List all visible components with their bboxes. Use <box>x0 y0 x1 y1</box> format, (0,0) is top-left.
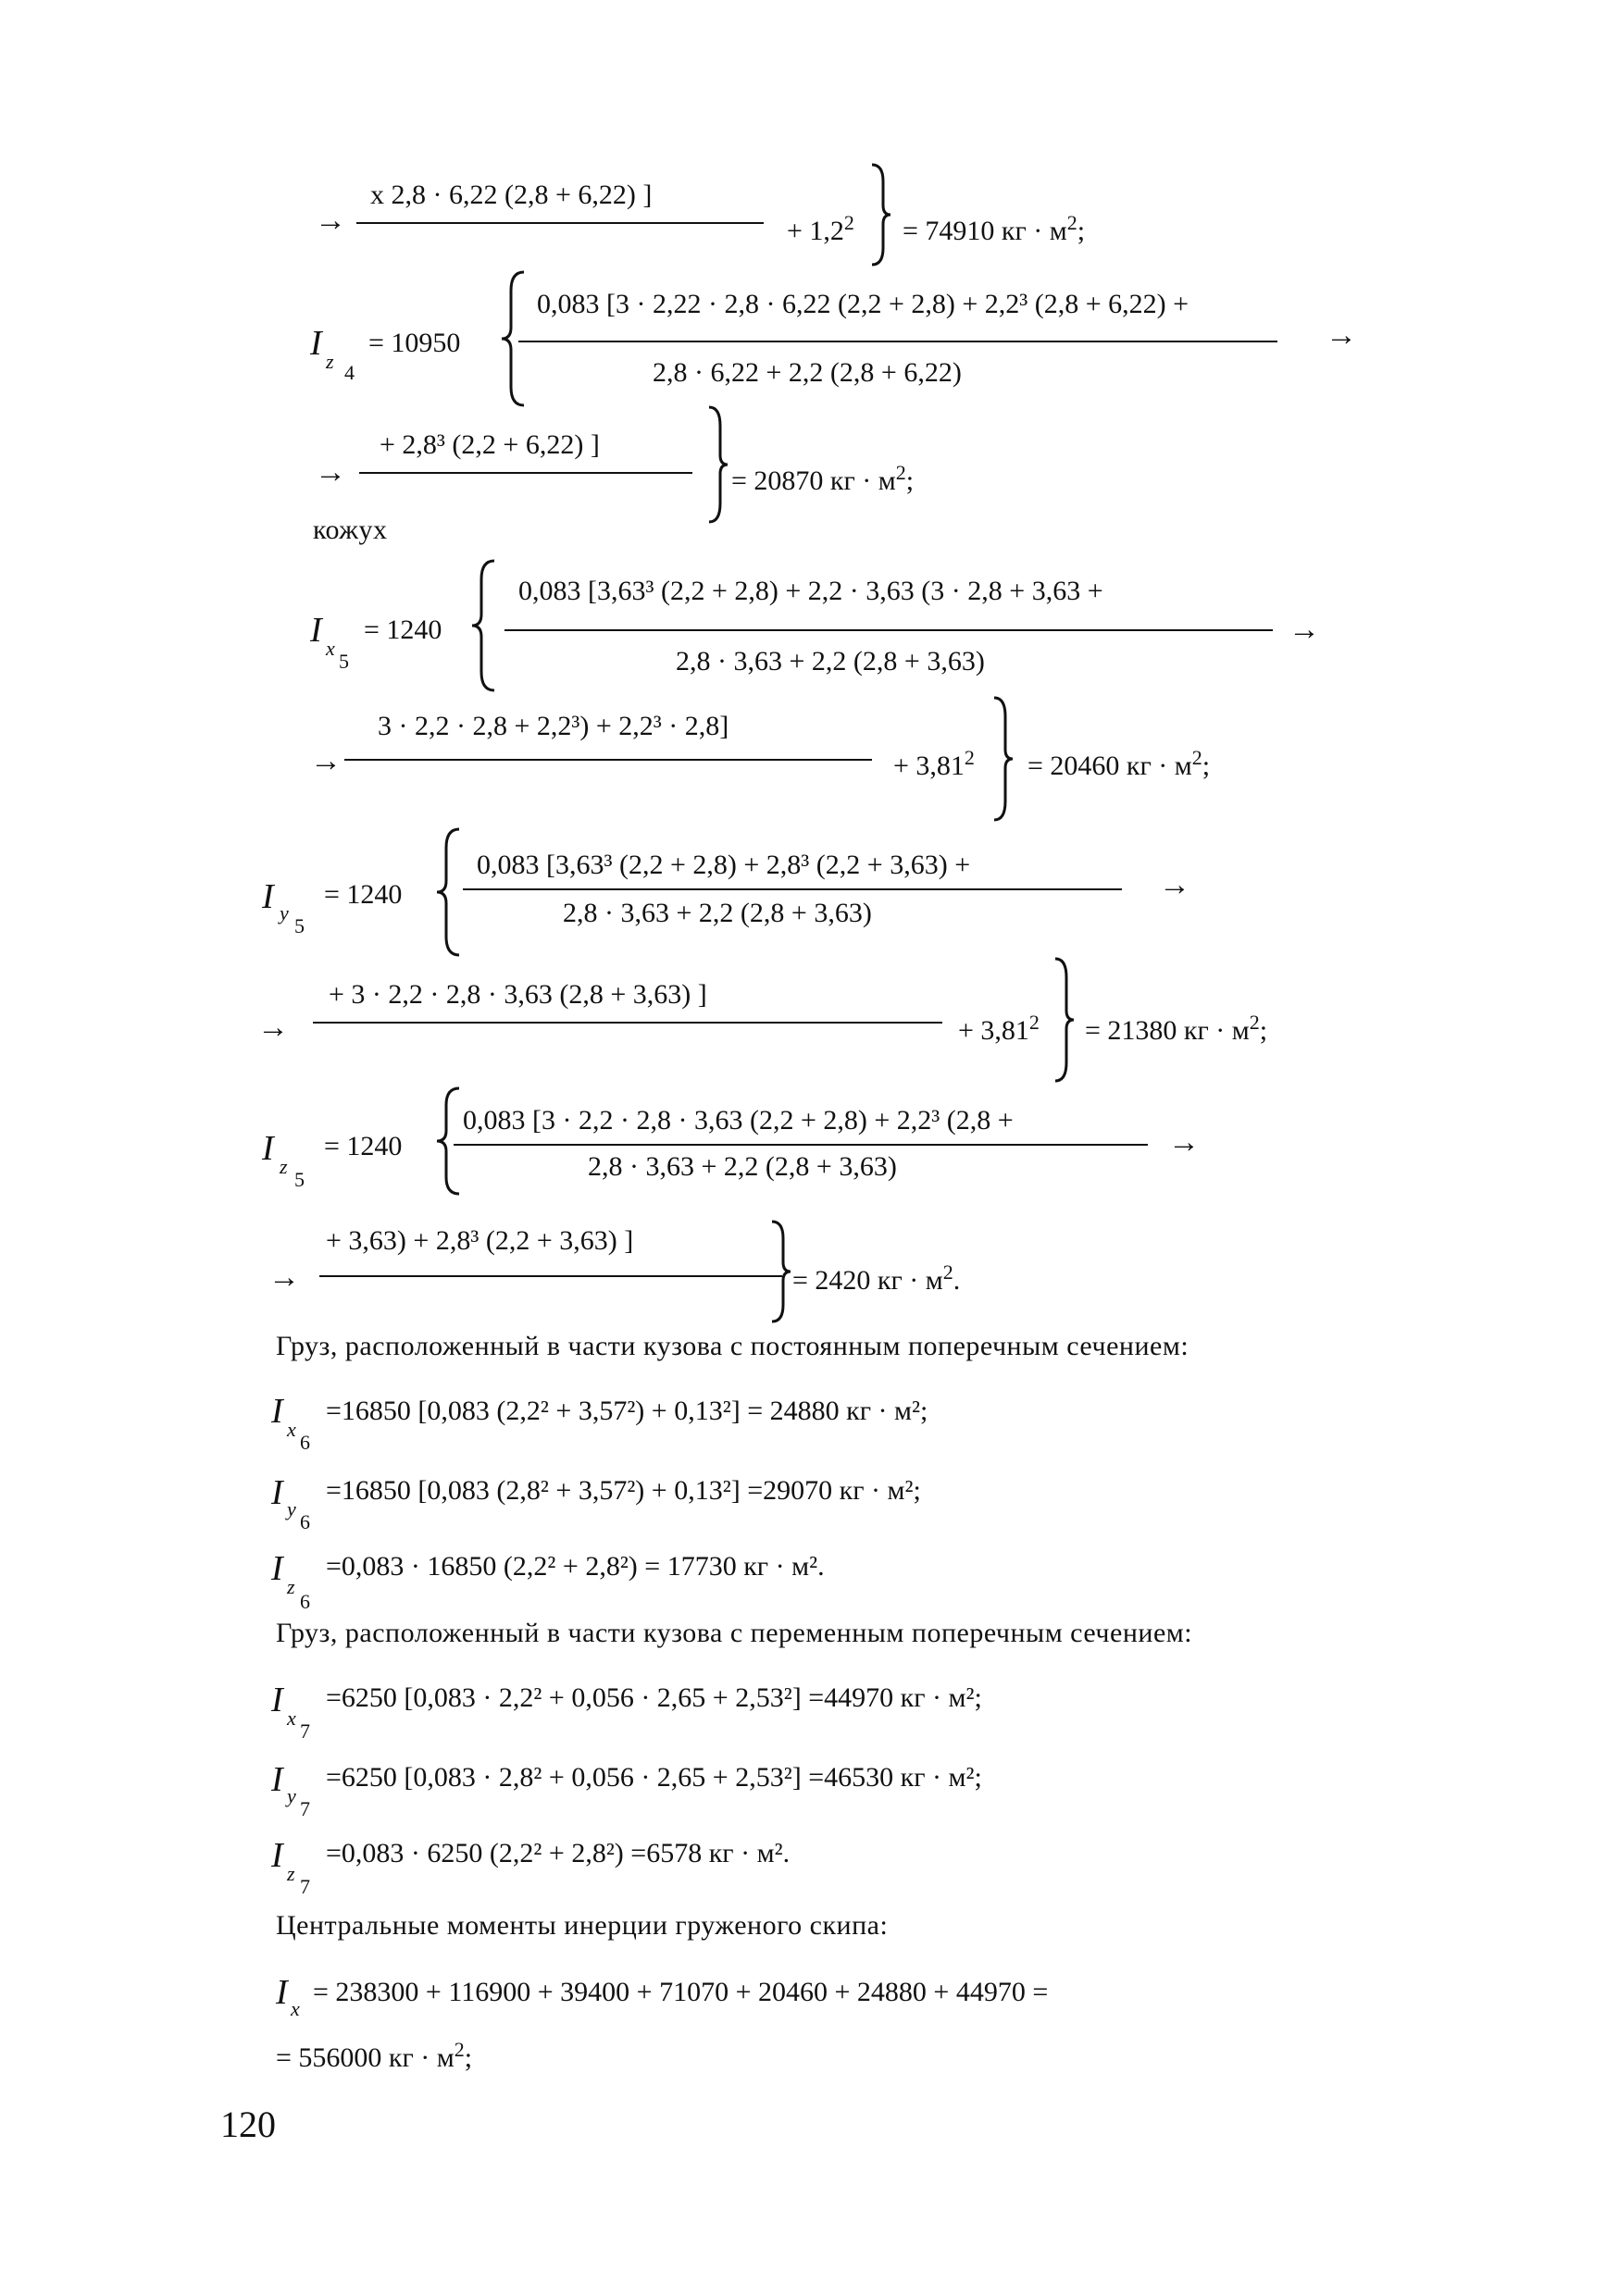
left-brace <box>470 559 496 692</box>
formula-numerator: + 3,63) + 2,8³ (2,2 + 3,63) ] <box>326 1225 634 1256</box>
formula-coefficient: = 1240 <box>364 614 442 645</box>
formula-term: + $1,2^2$ <box>787 211 854 246</box>
formula-symbol: I <box>262 1129 274 1168</box>
formula-symbol: I <box>271 1681 283 1719</box>
right-brace <box>770 1220 792 1323</box>
formula-numerator: + 3 · 2,2 · 2,8 · 3,63 (2,8 + 3,63) ] <box>329 979 707 1010</box>
formula-numerator: x 2,8 · 6,22 (2,8 + 6,22) ] <box>370 180 653 210</box>
formula-result: = 74910 кг · $м^2$; <box>903 211 1086 246</box>
formula-denominator: 2,8 · 3,63 + 2,2 (2,8 + 3,63) <box>563 898 872 928</box>
fraction-bar <box>344 759 872 761</box>
formula-subscript: x <box>291 1997 300 2020</box>
formula-symbol: I <box>271 1549 283 1588</box>
arrow: → <box>1159 868 1190 902</box>
formula-numerator: 0,083 [3,63³ (2,2 + 2,8) + 2,8³ (2,2 + 3,63) + <box>477 850 971 880</box>
formula-subscript-index: 5 <box>294 1168 305 1191</box>
formula-symbol: I <box>310 611 322 650</box>
fraction-bar <box>463 888 1122 890</box>
formula-symbol: I <box>271 1392 283 1431</box>
fraction-bar <box>319 1275 782 1277</box>
formula-coefficient: = 10950 <box>368 328 461 358</box>
formula-subscript: z <box>287 1862 295 1885</box>
formula-result: = 2420 кг · $м^2$. <box>792 1260 961 1296</box>
formula-numerator: 0,083 [3,63³ (2,2 + 2,8) + 2,2 · 3,63 (3 · 2,8 + 3,63 + <box>518 576 1103 606</box>
formula-denominator: 2,8 · 3,63 + 2,2 (2,8 + 3,63) <box>588 1151 897 1182</box>
fraction-bar <box>504 629 1273 631</box>
formula-subscript-index: 6 <box>300 1590 310 1613</box>
formula-coefficient: = 1240 <box>324 879 403 910</box>
right-brace <box>707 405 729 524</box>
formula-denominator: 2,8 · 6,22 + 2,2 (2,8 + 6,22) <box>653 357 962 388</box>
formula-subscript: y <box>287 1784 296 1807</box>
formula-subscript: z <box>326 350 334 373</box>
formula-result: = 21380 кг · $м^2$; <box>1085 1011 1268 1046</box>
formula-expression: =6250 [0,083 · 2,8² + 0,056 · 2,65 + 2,53²] =46530 кг · м²; <box>326 1762 982 1793</box>
formula-numerator: 0,083 [3 · 2,2 · 2,8 · 3,63 (2,2 + 2,8) + 2,2³ (2,8 + <box>463 1105 1014 1136</box>
formula-numerator: + 2,8³ (2,2 + 6,22) ] <box>380 429 600 460</box>
arrow: → <box>315 455 346 490</box>
right-brace <box>1053 957 1076 1083</box>
formula-subscript-index: 5 <box>294 914 305 937</box>
arrow: → <box>315 204 346 238</box>
formula-subscript: x <box>287 1418 296 1441</box>
formula-expression: =16850 [0,083 (2,2² + 3,57²) + 0,13²] = 24880 кг · м²; <box>326 1396 928 1426</box>
formula-expression: = 238300 + 116900 + 39400 + 71070 + 20460 + 24880 + 44970 = <box>313 1977 1049 2007</box>
fraction-bar <box>313 1022 942 1024</box>
formula-numerator: 3 · 2,2 · 2,8 + 2,2³) + 2,2³ · 2,8] <box>378 711 729 741</box>
formula-symbol: I <box>271 1760 283 1799</box>
page-number: 120 <box>220 2104 276 2145</box>
paragraph-heading: Центральные моменты инерции груженого скипа: <box>276 1910 889 1941</box>
formula-subscript-index: 4 <box>344 361 355 384</box>
fraction-bar <box>359 472 692 474</box>
formula-denominator: 2,8 · 3,63 + 2,2 (2,8 + 3,63) <box>676 646 985 676</box>
left-brace <box>435 827 461 957</box>
arrow: → <box>310 744 342 778</box>
arrow: → <box>1289 613 1320 647</box>
arrow: → <box>1326 318 1357 353</box>
formula-subscript: y <box>280 901 289 925</box>
formula-symbol: I <box>271 1473 283 1512</box>
paragraph-heading: Груз, расположенный в части кузова с переменным поперечным сечением: <box>276 1618 1193 1648</box>
formula-symbol: I <box>262 877 274 916</box>
right-brace <box>870 163 892 267</box>
left-brace <box>435 1086 461 1196</box>
right-brace <box>992 696 1015 822</box>
formula-subscript-index: 6 <box>300 1431 310 1454</box>
formula-result: = 556000 кг · $м^2$; <box>276 2038 473 2073</box>
fraction-bar <box>454 1144 1148 1146</box>
formula-subscript: x <box>287 1706 296 1730</box>
formula-subscript-index: 7 <box>300 1719 310 1743</box>
formula-subscript-index: 5 <box>339 650 349 673</box>
fraction-bar <box>356 222 764 224</box>
formula-subscript-index: 6 <box>300 1510 310 1533</box>
arrow: → <box>257 1011 289 1045</box>
formula-expression: =6250 [0,083 · 2,2² + 0,056 · 2,65 + 2,53²] =44970 кг · м²; <box>326 1682 982 1713</box>
formula-term: + $3,81^2$ <box>958 1011 1040 1046</box>
arrow: → <box>1168 1125 1200 1160</box>
formula-term: + $3,81^2$ <box>893 746 975 781</box>
left-brace <box>500 270 526 407</box>
formula-expression: =16850 [0,083 (2,8² + 3,57²) + 0,13²] =29070 кг · м²; <box>326 1475 921 1506</box>
arrow: → <box>268 1260 300 1295</box>
fraction-bar <box>518 341 1277 342</box>
formula-symbol: I <box>271 1836 283 1875</box>
formula-subscript-index: 7 <box>300 1875 310 1898</box>
formula-coefficient: = 1240 <box>324 1131 403 1161</box>
formula-subscript: x <box>326 637 335 660</box>
formula-symbol: I <box>276 1973 288 2012</box>
formula-subscript-index: 7 <box>300 1797 310 1820</box>
formula-result: = 20460 кг · $м^2$; <box>1027 746 1211 781</box>
paragraph-heading: Груз, расположенный в части кузова с постоянным поперечным сечением: <box>276 1331 1189 1361</box>
formula-result: = 20870 кг · $м^2$; <box>731 461 915 496</box>
formula-subscript: z <box>287 1575 295 1598</box>
formula-expression: =0,083 · 16850 (2,2² + 2,8²) = 17730 кг · м². <box>326 1551 825 1582</box>
formula-symbol: I <box>310 324 322 363</box>
section-label: кожух <box>313 515 388 545</box>
formula-subscript: z <box>280 1155 288 1178</box>
formula-expression: =0,083 · 6250 (2,2² + 2,8²) =6578 кг · м². <box>326 1838 791 1868</box>
formula-numerator: 0,083 [3 · 2,22 · 2,8 · 6,22 (2,2 + 2,8) + 2,2³ (2,8 + 6,22) + <box>537 289 1189 319</box>
formula-subscript: y <box>287 1497 296 1520</box>
